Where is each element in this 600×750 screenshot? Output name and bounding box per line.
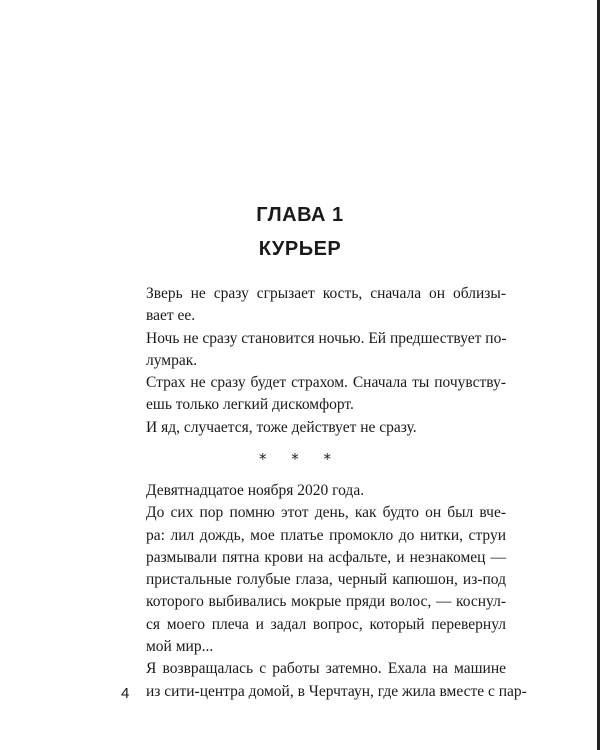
text-line: До сих пор помню этот день, как будто он был вче- [146,504,506,522]
text-line: Ночь не сразу становится ночью. Ей предшествует по- [146,329,507,347]
text-line: Я возвращалась с работы затемно. Ехала на машине [146,660,506,678]
section-separator: * * * [258,450,342,468]
main-text [146,480,527,703]
text-line: Зверь не сразу сгрызает кость, сначала он облизы- [146,285,506,302]
epigraph-paragraph [146,372,506,417]
text-line: мой мир... [146,638,214,656]
text-line: Страх не сразу будет страхом. Сначала ты почувству- [146,374,506,392]
epigraph-paragraph [146,417,506,439]
epigraph [146,283,506,439]
text-line: пристальные голубые глаза, черный капюшон, из-под [146,571,506,589]
chapter-title: КУРЬЕР [258,238,342,260]
body-paragraph [146,502,506,658]
body-paragraph [146,658,527,703]
body-paragraph [146,480,506,502]
epigraph-paragraph [146,283,506,328]
text-line: Девятнадцатое ноября 2020 года. [146,482,365,499]
text-line: ра: лил дождь, мое платье промокло до нитки, струи [146,526,506,544]
text-line: И яд, случается, тоже действует не сразу. [146,418,417,436]
text-line: ся моего плеча и задал вопрос, который перевернул [146,615,506,633]
text-line: лумрак. [146,351,198,369]
text-line: из сити-центра домой, в Черчтаун, где жила вместе с пар- [146,682,527,700]
page-number: 4 [121,685,130,702]
chapter-number: ГЛАВА 1 [256,204,344,226]
epigraph-paragraph [146,328,506,373]
text-line: которого выбивались мокрые пряди волос, — коснул- [146,593,506,611]
text-line: ешь только легкий дискомфорт. [146,396,354,414]
text-line: размывали пятна крови на асфальте, и незнакомец — [146,548,506,566]
text-line: вает ее. [146,307,196,325]
